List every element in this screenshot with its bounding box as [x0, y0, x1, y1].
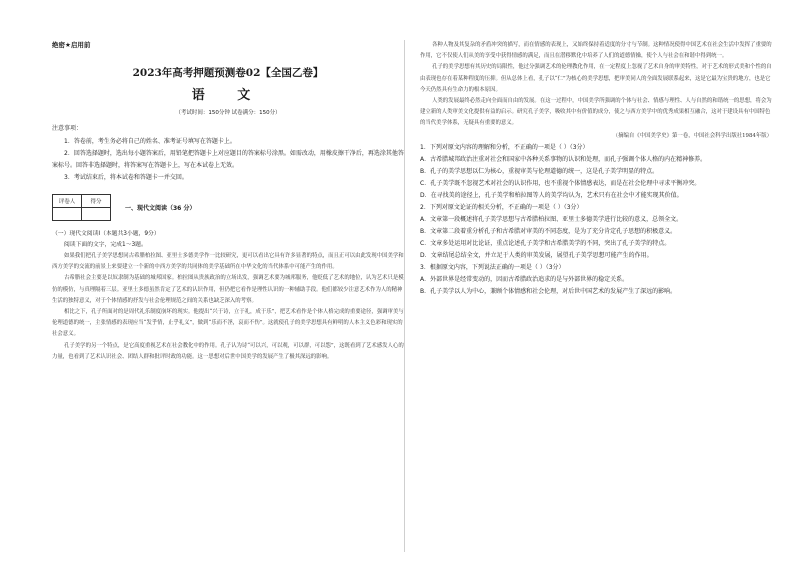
part-title: （一）现代文阅读Ⅰ（本题共3小题，9分） [52, 231, 160, 237]
question-stem: 1．下列对原文内容的理解和分析，不正确的一项是（ ）（3分） [420, 143, 589, 151]
secret-label: 绝密★启用前 [52, 41, 91, 49]
right-column [420, 40, 772, 298]
subject-title: 语 文 [191, 88, 265, 103]
left-column [52, 40, 404, 363]
notice-item: 2．回答选择题时，选出每小题答案后，用铅笔把答题卡上对应题目的答案标号涂黑。如需改动，用橡皮擦干净后，再选涂其他答案标号。回答非选择题时，将答案写在答题卡上，写在本试卷上无效。 [52, 150, 404, 169]
question-option: A．外部世界是经常变动的，因而古希腊政治追求的是与外部世界的稳定关系。 [420, 275, 629, 283]
score-box [52, 194, 111, 221]
question-option: B．文章第二段着重分析孔子和古希腊对审美的不同态度，是为了充分肯定孔子思想的积极意义。 [420, 227, 677, 235]
question-stem: 2．下列对原文论证的相关分析，不正确的一项是（ ）（3分） [420, 203, 583, 211]
exam-meta: （考试时间：150分钟 试卷满分：150分） [175, 110, 281, 116]
score-cell [82, 208, 111, 221]
question-option: C．孔子美学既不忽视艺术对社会的认识作用，也不重视个体情感表达，而是在社会伦理中寻求平衡冲突。 [420, 179, 701, 187]
question-option: B．孔子的美学思想以仁为核心，重视审美与伦理道德的统一，这是孔子美学明显的特点。 [420, 167, 659, 175]
passage-paragraph: 如果我们把孔子美学思想同古希腊柏拉图、亚里士多德美学作一比较研究，更可以看出它具有许多显著的特点，而且正可以由此发现中国美学和西方美学的交流的前景上来要建立一个新的中西方美学的共同体的美学基础所在中华文化的当代体系中可能产生的作用。 [52, 253, 404, 271]
passage-source: （摘编自《中国美学史》第一卷，中国社会科学出版社1984年版） [612, 132, 772, 139]
reviewer-label: 评卷人 [53, 195, 82, 208]
question-option: B．孔子美学以人为中心，兼顾个体情感和社会伦理，对后世中国艺术的发展产生了深远的影响。 [420, 287, 677, 295]
notice-heading: 注意事项： [52, 125, 83, 132]
passage-paragraph: 相比之下，孔子所面对的是周代礼乐制度崩坏的现实。他提出“兴于诗，立于礼，成于乐”，把艺术看作是个体人格完成的重要途径，强调审美与伦理道德的统一，主张情感的表现应当“发乎情，止乎礼义”，做到“乐而不淫，哀而不伤”。这就使孔子的美学思想具有鲜明的人本主义色彩和现实的社会意义。 [52, 309, 404, 338]
passage-paragraph: 孔子美学的另一个特点，是它高度重视艺术在社会教化中的作用。孔子认为诗“可以兴，可以观，可以群，可以怨”，这既看到了艺术感发人心的力量，也看到了艺术认识社会、团结人群和批评时政的功能。这一思想对后世中国美学的发展产生了极其深远的影响。 [52, 342, 404, 360]
score-label: 得分 [82, 195, 111, 208]
question-option: A．文章第一段概述将孔子美学思想与古希腊柏拉图、亚里士多德美学进行比较的意义，总领全文。 [420, 215, 683, 223]
passage-paragraph: 人类的发展最终必然走向全面而自由的发展。在这一过程中，中国美学所强调的个体与社会、情感与理性、人与自然的和谐统一的思想，将会为建立新的人类审美文化提供有益的启示。研究孔子美学，吸收其中有价值的成分，使之与西方美学中的优秀成果相互融合，这对于建设具有中国特色的当代美学体系，无疑具有重要的意义。 [420, 98, 772, 127]
passage-paragraph: 古希腊社会主要是以奴隶制为基础的城邦国家。柏拉图从贵族政治的立场出发，强调艺术要为城邦服务，他贬低了艺术的地位，认为艺术只是模仿的模仿，与真理隔着三层。亚里士多德虽然肯定了艺术的认识作用，但仍把它看作是理性认识的一种辅助手段。他们都较少注意艺术作为人的精神生活的独特意义，对于个体情感的抒发与社会伦理规范之间的关系也缺乏深入的考察。 [52, 275, 404, 304]
notice-item: 3．考试结束后，将本试卷和答题卡一并交回。 [64, 174, 188, 181]
question-stem: 3．根据原文内容，下列说法正确的一项是（ ）（3分） [420, 263, 565, 271]
part-instruction: 阅读下面的文字，完成1～3题。 [64, 242, 147, 248]
question-option: D．在寻找美的途径上，孔子美学和柏拉图等人的美学均认为，艺术只有在社会中才能实现其价值。 [420, 191, 683, 199]
score-section [52, 194, 404, 221]
question-option: A．古希腊城邦政治注重对社会和国家中各种关系事物的认识和处理，而孔子强调个体人格的内在精神修养。 [420, 155, 707, 163]
reviewer-cell [53, 208, 82, 221]
passage-paragraph: 孔子的美学思想有其历史的局限性，他过分强调艺术的伦理教化作用，在一定程度上忽视了艺术自身的审美特性，对于艺术的形式美和个性的自由表现也存在着某种程度的压抑。但从总体上看，孔子以“仁”为核心的美学思想，把审美同人的全面发展联系起来，这是它最为宝贵的地方，也是它今天仍然具有生命力的根本原因。 [420, 64, 772, 93]
section-title: 一、现代文阅读（36 分） [125, 205, 196, 212]
question-option: D．文章结尾总结全文，并立足于人类的审美发展，展望孔子美学思想可能产生的作用。 [420, 251, 653, 259]
notice-item: 1．答卷前，考生务必将自己的姓名、准考证号填写在答题卡上。 [64, 138, 236, 145]
column-divider [404, 40, 405, 552]
passage-paragraph: 各种人物及其复杂的矛盾冲突的描写，而在情感的表现上，又始终保持着适度的分寸与节制。这种情况使得中国艺术在社会生活中发挥了重要的作用，它不仅使人们从美的享受中获得情感的满足，而且在潜移默化中培养了人们的道德情操，使个人与社会在和谐中得到统一。 [420, 42, 772, 60]
question-option: C．文章多处运用对比论证，重点论述孔子美学和古希腊美学的不同，突出了孔子美学的特点。 [420, 239, 671, 247]
exam-title: 2023年高考押题预测卷02【全国乙卷】 [132, 67, 324, 79]
